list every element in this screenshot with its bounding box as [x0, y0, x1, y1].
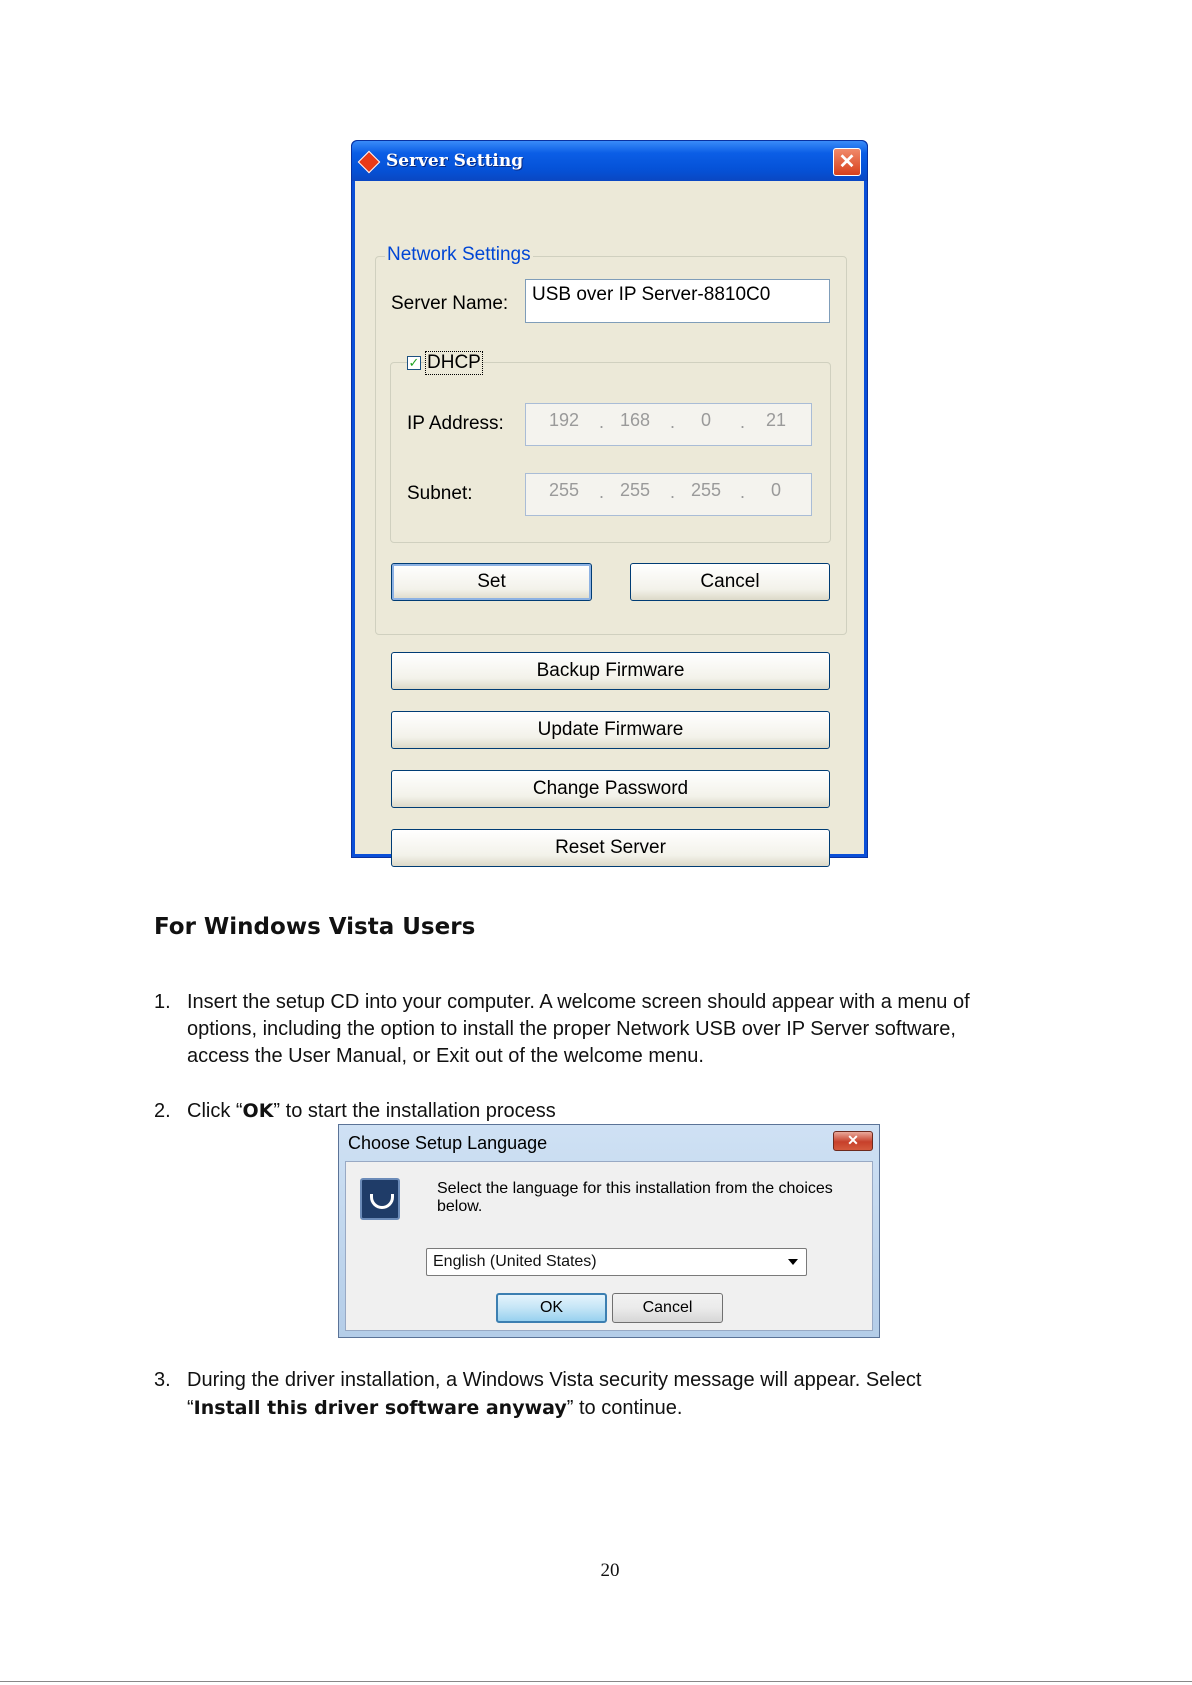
step-2-prefix: Click “	[187, 1100, 243, 1122]
server-setting-title: Server Setting	[386, 151, 524, 171]
ip-separator: .	[740, 412, 746, 432]
server-setting-titlebar[interactable]	[352, 141, 867, 181]
subnet-separator: .	[740, 482, 746, 502]
step-3-line-2	[187, 1395, 682, 1422]
ok-button[interactable]: OK	[496, 1293, 607, 1323]
reset-server-button[interactable]: Reset Server	[391, 829, 830, 867]
language-cancel-button[interactable]: Cancel	[612, 1293, 723, 1323]
subnet-octet: 255	[619, 480, 651, 500]
language-dialog-body	[345, 1161, 873, 1331]
language-select[interactable]	[426, 1248, 807, 1276]
step-2-ok-term: OK	[242, 1100, 274, 1122]
cancel-button[interactable]: Cancel	[630, 563, 830, 601]
chevron-down-icon[interactable]	[788, 1259, 798, 1265]
subnet-separator: .	[670, 482, 676, 502]
step-3-prefix: “	[187, 1397, 194, 1419]
change-password-button[interactable]: Change Password	[391, 770, 830, 808]
backup-firmware-button[interactable]: Backup Firmware	[391, 652, 830, 690]
section-heading: For Windows Vista Users	[154, 914, 476, 940]
step-3-install-term: Install this driver software anyway	[193, 1397, 567, 1419]
server-name-input[interactable]: USB over IP Server-8810C0	[525, 279, 830, 323]
ip-octet: 168	[619, 410, 651, 430]
step-3-number: 3.	[154, 1369, 171, 1391]
language-prompt: Select the language for this installation from the choices below.	[437, 1180, 833, 1215]
language-dialog-title: Choose Setup Language	[348, 1133, 548, 1153]
subnet-octet: 255	[690, 480, 722, 500]
subnet-separator: .	[599, 482, 605, 502]
server-setting-dialog	[351, 140, 868, 858]
ip-separator: .	[599, 412, 605, 432]
ip-octet: 192	[548, 410, 580, 430]
set-button[interactable]: Set	[391, 563, 592, 601]
ip-address-label: IP Address:	[407, 413, 504, 434]
ip-address-field[interactable]	[525, 403, 812, 446]
step-1-line: options, including the option to install the proper Network USB over IP Server software,	[187, 1018, 956, 1040]
network-settings-legend: Network Settings	[387, 244, 531, 265]
subnet-octet: 0	[770, 480, 781, 500]
page-number: 20	[600, 1560, 620, 1581]
language-select-value: English (United States)	[433, 1253, 597, 1270]
ip-separator: .	[670, 412, 676, 432]
step-2-suffix: ” to start the installation process	[273, 1100, 556, 1122]
subnet-label: Subnet:	[407, 483, 473, 504]
step-1-line: access the User Manual, or Exit out of the welcome menu.	[187, 1045, 704, 1067]
update-firmware-button[interactable]: Update Firmware	[391, 711, 830, 749]
step-3-suffix: ” to continue.	[566, 1397, 683, 1419]
close-icon[interactable]: ✕	[833, 148, 861, 176]
dhcp-label[interactable]: DHCP	[427, 352, 481, 373]
choose-setup-language-dialog	[338, 1124, 880, 1338]
step-3-line: During the driver installation, a Windows Vista security message will appear. Select	[187, 1369, 922, 1391]
ip-octet: 0	[700, 410, 711, 430]
close-icon[interactable]: ✕	[833, 1131, 873, 1151]
installer-icon	[360, 1178, 400, 1220]
ip-octet: 21	[765, 410, 787, 430]
step-1-number: 1.	[154, 991, 171, 1013]
subnet-field[interactable]	[525, 473, 812, 516]
app-diamond-icon	[358, 151, 381, 174]
step-2-text	[187, 1098, 556, 1125]
server-name-label: Server Name:	[391, 293, 509, 314]
step-1-line: Insert the setup CD into your computer. A welcome screen should appear with a menu of	[187, 991, 970, 1013]
dhcp-checkbox[interactable]: ✓	[408, 355, 420, 370]
server-setting-body	[355, 181, 864, 858]
footer-divider	[0, 1681, 1192, 1682]
subnet-octet: 255	[548, 480, 580, 500]
step-2-number: 2.	[154, 1100, 171, 1122]
